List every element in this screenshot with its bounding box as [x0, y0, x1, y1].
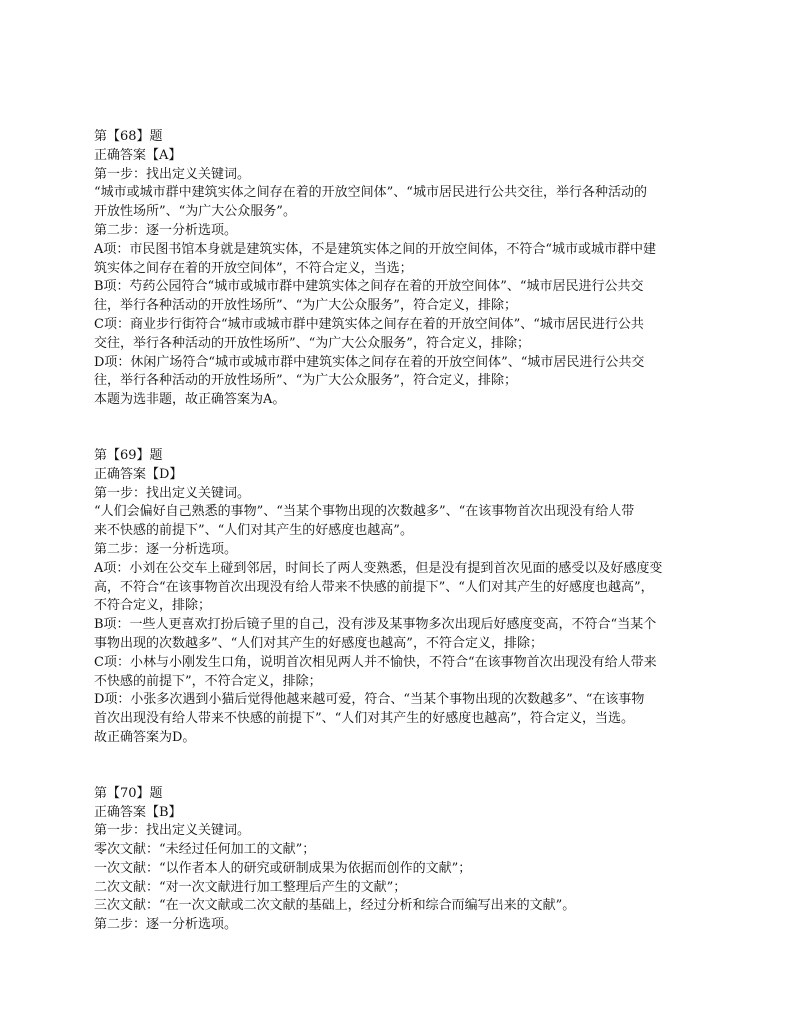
keywords-line: 开放性场所”、“为广大公众服务”。: [94, 204, 296, 220]
step-one-heading: 第一步：找出定义关键词。: [94, 485, 251, 501]
question-number: 第【70】题: [94, 785, 163, 801]
step-two-heading: 第二步：逐一分析选项。: [94, 917, 238, 933]
option-c-analysis: C项：商业步行街符合“城市或城市群中建筑实体之间存在着的开放空间体”、“城市居民进行公共: [94, 316, 644, 332]
option-c-analysis: 交往，举行各种活动的开放性场所”、“为广大公众服务”，符合定义，排除；: [94, 335, 530, 351]
conclusion: 本题为选非题，故正确答案为A。: [94, 392, 286, 408]
conclusion: 故正确答案为D。: [94, 729, 196, 745]
definition-third-order: 三次文献：“在一次文献或二次文献的基础上，经过分析和综合而编写出来的文献”。: [94, 898, 576, 914]
option-b-analysis: B项：一些人更喜欢打扮后镜子里的自己，没有涉及某事物多次出现后好感度变高，不符合“当某个: [94, 617, 657, 633]
option-d-analysis: D项：小张多次遇到小猫后觉得他越来越可爱，符合、“当某个事物出现的次数越多”、“在该事物: [94, 692, 645, 708]
option-b-analysis: 往，举行各种活动的开放性场所”、“为广大公众服务”，符合定义，排除；: [94, 298, 517, 314]
option-b-analysis: 事物出现的次数越多”、“人们对其产生的好感度也越高”，不符合定义，排除；: [94, 635, 543, 651]
option-a-analysis: 不符合定义，排除；: [94, 598, 212, 614]
question-70: [94, 785, 724, 935]
option-c-analysis: 不快感的前提下”，不符合定义，排除；: [94, 673, 322, 689]
step-two-heading: 第二步：逐一分析选项。: [94, 541, 238, 557]
keywords-line: 来不快感的前提下”、“人们对其产生的好感度也越高”。: [94, 523, 413, 539]
keywords-line: “城市或城市群中建筑实体之间存在着的开放空间体”、“城市居民进行公共交往，举行各种活动的: [94, 185, 647, 201]
definition-zero-order: 零次文献：“未经过任何加工的文献”；: [94, 842, 316, 858]
question-number: 第【68】题: [94, 129, 163, 144]
question-69: [94, 447, 724, 748]
definition-second-order: 二次文献：“对一次文献进行加工整理后产生的文献”；: [94, 879, 407, 895]
question-68: [94, 128, 724, 410]
option-b-analysis: B项：芍药公园符合“城市或城市群中建筑实体之间存在着的开放空间体”、“城市居民进行公共交: [94, 279, 644, 295]
option-a-analysis: 筑实体之间存在着的开放空间体”，不符合定义，当选；: [94, 260, 413, 276]
option-a-analysis: A项：小刘在公交车上碰到邻居，时间长了两人变熟悉，但是没有提到首次见面的感受以及好感度变: [94, 560, 663, 576]
option-d-analysis: 首次出现没有给人带来不快感的前提下”、“人们对其产生的好感度也越高”，符合定义，当选。: [94, 711, 634, 727]
option-a-analysis: 高，不符合“在该事物首次出现没有给人带来不快感的前提下”、“人们对其产生的好感度也越高”，: [94, 579, 654, 595]
question-number: 第【69】题: [94, 447, 163, 463]
step-one-heading: 第一步：找出定义关键词。: [94, 166, 251, 182]
option-d-analysis: D项：休闲广场符合“城市或城市群中建筑实体之间存在着的开放空间体”、“城市居民进行公共交: [94, 354, 645, 370]
definition-first-order: 一次文献：“以作者本人的研究或研制成果为依据而创作的文献”；: [94, 860, 472, 876]
correct-answer: 正确答案【A】: [94, 147, 182, 163]
step-two-heading: 第二步：逐一分析选项。: [94, 222, 238, 238]
keywords-line: “人们会偏好自己熟悉的事物”、“当某个事物出现的次数越多”、“在该事物首次出现没有给人带: [94, 504, 635, 520]
document-page: [94, 128, 724, 935]
step-one-heading: 第一步：找出定义关键词。: [94, 823, 251, 839]
option-a-analysis: A项：市民图书馆本身就是建筑实体，不是建筑实体之间的开放空间体，不符合“城市或城市群中建: [94, 241, 657, 257]
correct-answer: 正确答案【B】: [94, 804, 182, 820]
option-d-analysis: 往，举行各种活动的开放性场所”、“为广大公众服务”，符合定义，排除；: [94, 373, 517, 389]
correct-answer: 正确答案【D】: [94, 466, 183, 482]
option-c-analysis: C项：小林与小刚发生口角，说明首次相见两人并不愉快，不符合“在该事物首次出现没有给人带来: [94, 654, 657, 670]
